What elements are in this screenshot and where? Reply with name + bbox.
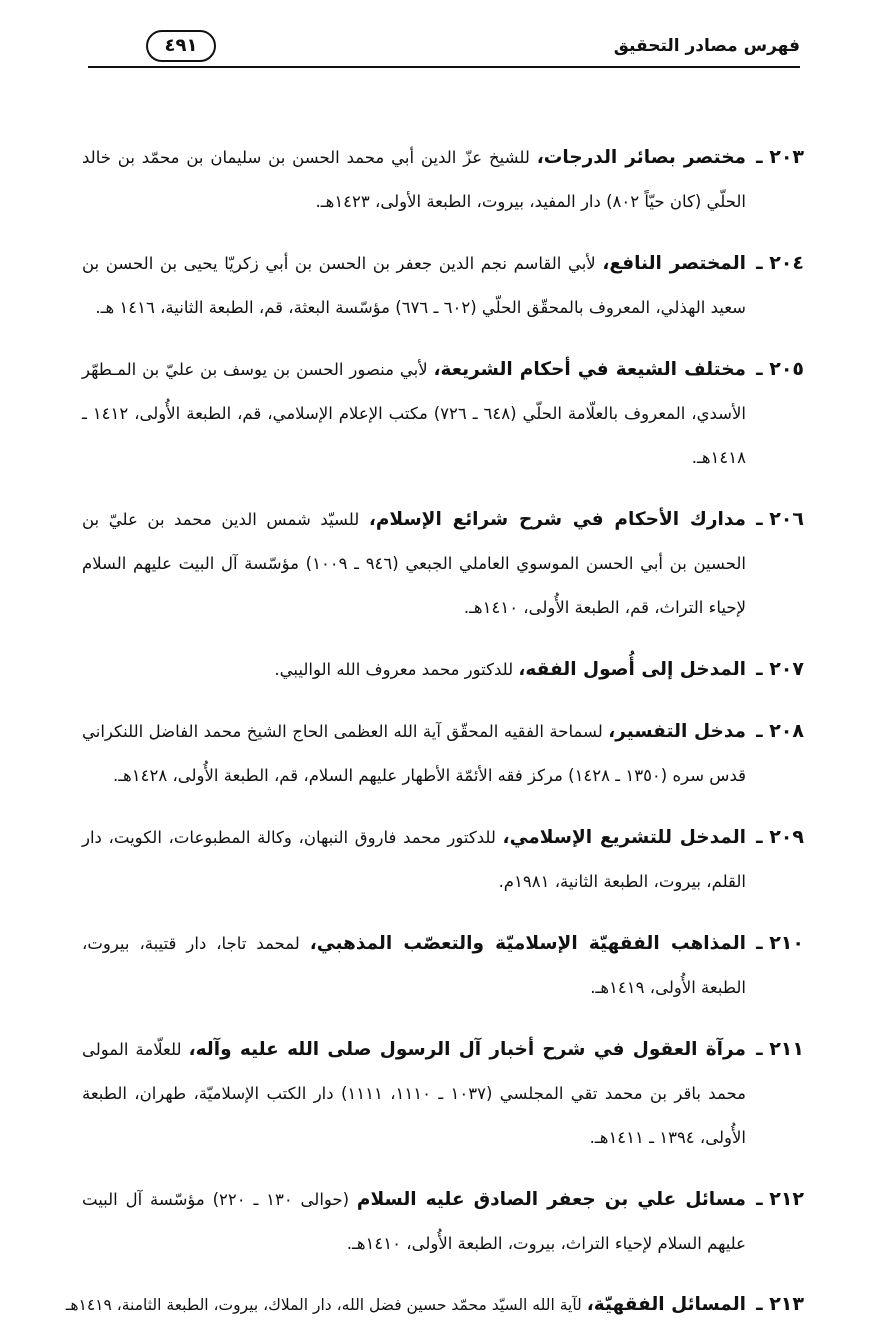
- entry-number: ٢٠٣ ـ: [756, 146, 805, 168]
- entry-number: ٢٠٨ ـ: [756, 720, 804, 742]
- entry-number: ٢١٢ ـ: [756, 1188, 805, 1210]
- entry-number: ٢٠٤ ـ: [756, 252, 804, 274]
- page-number: ٤٩١: [146, 30, 216, 62]
- entry-title: مدارك الأحكام في شرح شرائع الإسلام،: [368, 509, 746, 530]
- page-header: [88, 30, 800, 70]
- entry-title: المدخل للتشريع الإسلامي،: [502, 827, 746, 848]
- bibliography-entry: [65, 1282, 804, 1327]
- entry-number: ٢٠٦ ـ: [756, 508, 804, 530]
- entry-number: ٢٠٩ ـ: [756, 826, 804, 848]
- entry-details: للعلّامة المولى محمد باقر بن محمد تقي المجلسي (١٠٣٧ ـ ١١١٠، ١١١١) دار الكتب الإسلاميّة، طهران، الطبعة الأُولى، ١٣٩٤ ـ ١٤١١هـ.: [82, 1040, 746, 1147]
- entry-title: المدخل إلى أُصول الفقه،: [518, 659, 746, 680]
- entry-details: للدكتور محمد فاروق النبهان، وكالة المطبوعات، الكويت، دار القلم، بيروت، الطبعة الثانية، ١٩٨١م.: [82, 828, 746, 891]
- entry-title: مسائل علي بن جعفر الصادق عليه السلام: [356, 1189, 747, 1210]
- running-title: فهرس مصادر التحقيق: [613, 36, 800, 56]
- entry-details: لأبي القاسم نجم الدين جعفر بن الحسن بن أبي زكريّا يحيى بن الحسن بن سعيد الهذلي، المعروف بالمحقّق الحلّي (٦٠٢ ـ ٦٧٦) مؤسّسة البعثة، قم، الطبعة الثانية، ١٤١٦ هـ.: [82, 254, 746, 317]
- entry-details: للسيّد شمس الدين محمد بن عليّ بن الحسين بن أبي الحسن الموسوي العاملي الجبعي (٩٤٦ ـ ١٠٠٩) مؤسّسة آل البيت عليهم السلام لإحياء التراث، قم، الطبعة الأُولى، ١٤١٠هـ.: [82, 510, 746, 617]
- entry-details: لأبي منصور الحسن بن يوسف بن عليّ بن المـطهّر الأسدي، المعروف بالعلّامة الحلّي (٦٤٨ ـ ٧٢٦) مكتب الإعلام الإسلامي، قم، الطبعة الأُولى، ١٤١٢ ـ ١٤١٨هـ.: [82, 360, 746, 467]
- entry-title: مدخل التفسير،: [608, 721, 746, 742]
- entry-title: مختلف الشيعة في أحكام الشريعة،: [433, 359, 747, 380]
- bibliography-entry: [82, 135, 804, 224]
- bibliography-list: [65, 118, 805, 1331]
- entry-title: المذاهب الفقهيّة الإسلاميّة والتعصّب المذهبي،: [309, 933, 746, 954]
- entry-details: (حوالى ١٣٠ ـ ٢٢٠) مؤسّسة آل البيت عليهم السلام لإحياء التراث، بيروت، الطبعة الأُولى، ١٤١٠هـ.: [82, 1190, 746, 1253]
- entry-details: لسماحة الفقيه المحقّق آية الله العظمى الحاج الشيخ محمد الفاضل اللنكراني قدس سره (١٣٥٠ ـ ١٤٢٨) مركز فقه الأئمّة الأطهار عليهم السلام، قم، الطبعة الأُولى، ١٤٢٨هـ.: [82, 722, 746, 785]
- bibliography-entry: [82, 709, 804, 798]
- entry-number: ٢١١ ـ: [756, 1038, 804, 1060]
- entry-number: ٢٠٥ ـ: [756, 358, 805, 380]
- entry-title: مختصر بصائر الدرجات،: [536, 147, 747, 168]
- entry-details: لمحمد تاجا، دار قتيبة، بيروت، الطبعة الأُولى، ١٤١٩هـ.: [82, 934, 746, 997]
- bibliography-entry: [82, 1177, 804, 1266]
- bibliography-entry: [82, 647, 804, 692]
- entry-details: للدكتور محمد معروف الله الواليبي.: [274, 660, 519, 679]
- entry-number: ٢٠٧ ـ: [756, 658, 804, 680]
- bibliography-entry: [82, 497, 804, 630]
- header-rule: [88, 66, 800, 68]
- bibliography-entry: [82, 1027, 804, 1160]
- bibliography-entry: [82, 241, 804, 330]
- entry-details: لآية الله السيّد محمّد حسين فضل الله، دار الملاك، بيروت، الطبعة الثامنة، ١٤١٩هـ: [65, 1296, 587, 1314]
- entry-number: ٢١٠ ـ: [756, 932, 804, 954]
- entry-details: للشيخ عزّ الدين أبي محمد الحسن بن سليمان بن محمّد بن خالد الحلّي (كان حيّاً ٨٠٢) دار المفيد، بيروت، الطبعة الأولى، ١٤٢٣هـ.: [82, 148, 746, 211]
- bibliography-entry: [82, 921, 804, 1010]
- entry-title: مرآة العقول في شرح أخبار آل الرسول صلى الله عليه وآله،: [188, 1039, 746, 1060]
- entry-title: المختصر النافع،: [602, 253, 746, 274]
- entry-number: ٢١٣ ـ: [756, 1293, 804, 1315]
- bibliography-entry: [82, 347, 804, 480]
- entry-title: المسائل الفقهيّة،: [586, 1294, 746, 1315]
- bibliography-entry: [82, 815, 804, 904]
